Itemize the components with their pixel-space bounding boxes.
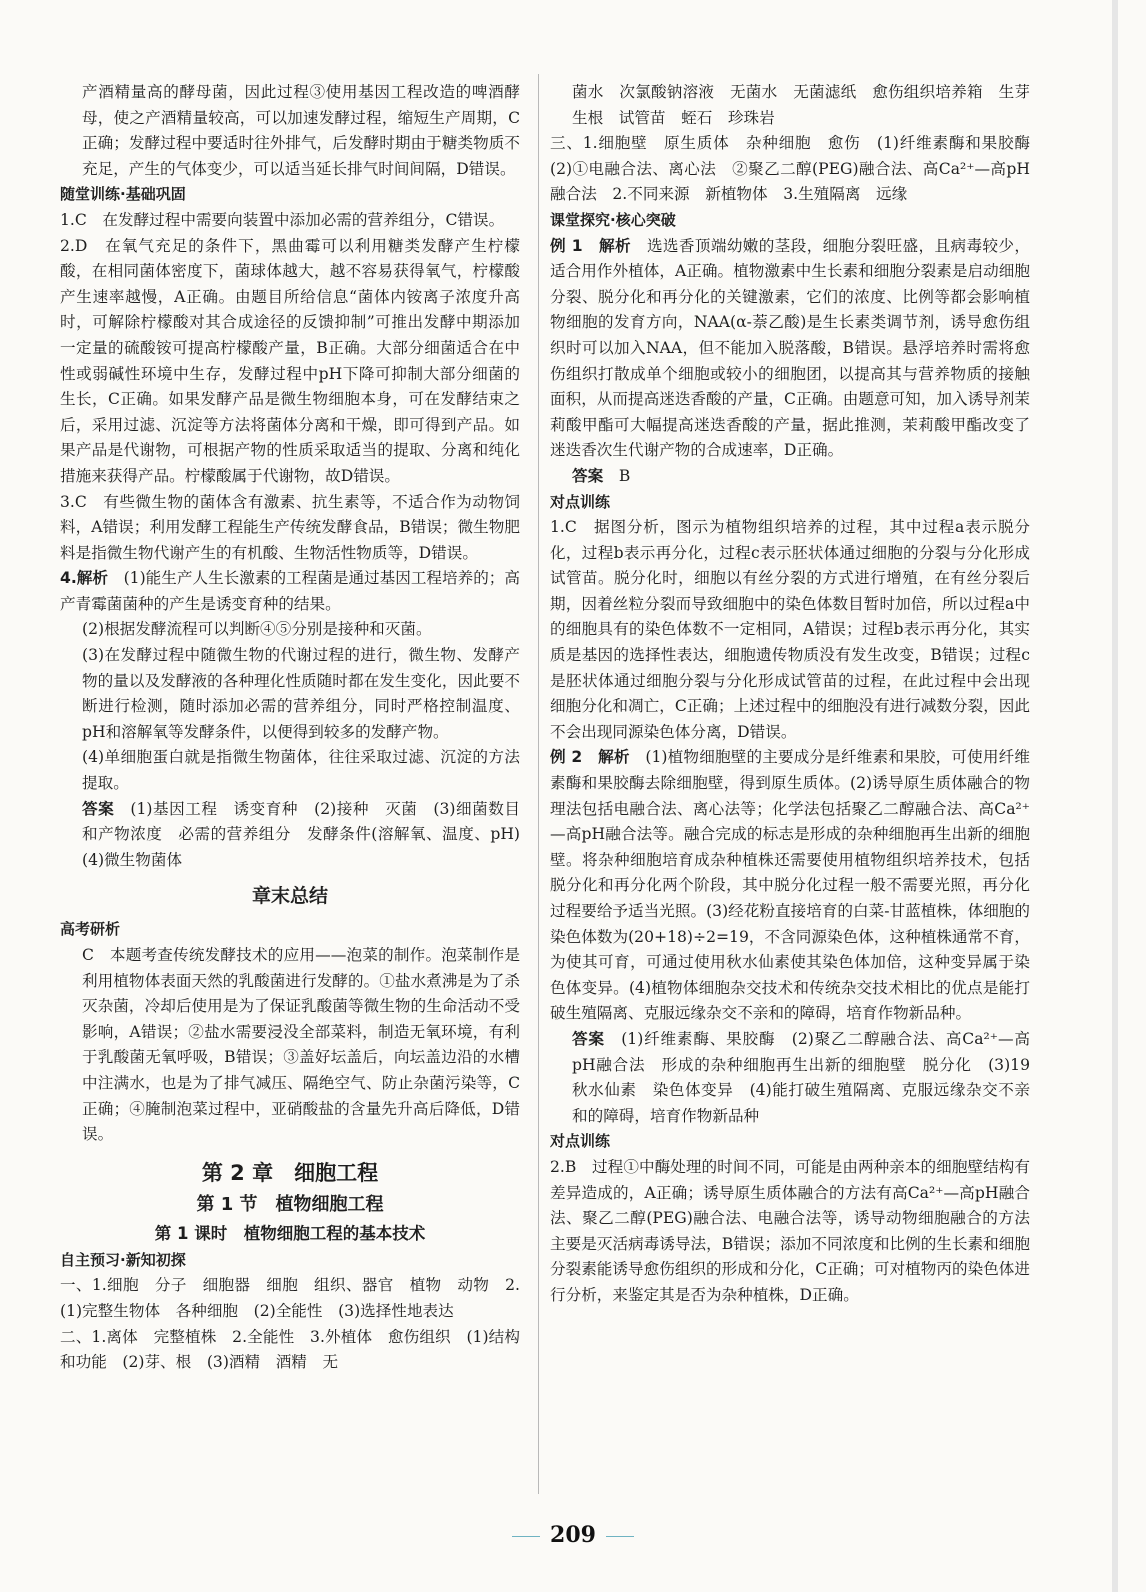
paragraph-continuation: 产酒精量高的酵母菌，因此过程③使用基因工程改造的啤酒酵母，使之产酒精量较高，可以加速发酵过程，缩短生产周期，C正确；发酵过程中要适时往外排气，后发酵时期由于糖类物质不充足，产生的气体变少，可以适当延长排气时间间隔，D错误。 xyxy=(82,83,520,178)
page-number: 209 xyxy=(550,1522,596,1548)
example-1-text: 选选香顶端幼嫩的茎段，细胞分裂旺盛，且病毒较少，适合用作外植体，A正确。植物激素中生长素和细胞分裂素是启动细胞分裂、脱分化和再分化的关键激素，它们的浓度、比例等都会影响植物细胞的发育方向，NAA(α-萘乙酸)是生长素类调节剂，诱导愈伤组织时可以加入NAA，但不能加入脱落酸，B错误。悬浮培养时需将愈伤组织打散成单个细胞或较小的细胞团，以提高其与营养物质的接触面积，从而提高迷迭香酸的产量，C正确。由题意可知，加入诱导剂茉莉酸甲酯可大幅提高迷迭香酸的产量，据此推测，茉莉酸甲酯改变了迷迭香次生代谢产物的合成速率，D正确。 xyxy=(550,236,1030,460)
answer-text: (1)基因工程 诱变育种 (2)接种 灭菌 (3)细菌数目和产物浓度 必需的营养组分 发酵条件(溶解氧、温度、pH) (4)微生物菌体 xyxy=(82,799,536,869)
column-divider xyxy=(538,74,539,1494)
example-2-answer xyxy=(550,1027,1046,1129)
example-2-text: (1)植物细胞壁的主要成分是纤维素和果胶，可使用纤维素酶和果胶酶去除细胞壁，得到原生质体。(2)诱导原生质体融合的物理法包括电融合法、离心法等；化学法包括聚乙二醇融合法、高Ca²⁺—高pH融合法等。融合完成的标志是形成的杂种细胞再生出新的细胞壁。将杂种细胞培育成杂种植株还需要使用植物组织培养技术，包括脱分化和再分化两个阶段，其中脱分化过程一般不需要光照，再分化过程要给予适当光照。(3)经花粉直接培育的白菜-甘蓝植株，体细胞的染色体数为(20+18)÷2=19，不含同源染色体，这种植株通常不育，为使其可育，可通过使用秋水仙素使其染色体加倍，这种变异属于染色体变异。(4)植物体细胞杂交技术和传统杂交技术相比的优点是能打破生殖隔离、克服远缘杂交不亲和的障碍，培育作物新品种。 xyxy=(550,748,1030,1023)
example-1-answer-label: 答案 xyxy=(572,466,604,485)
training-item-1: 1.C 据图分析，图示为植物组织培养的过程，其中过程a表示脱分化，过程b表示再分化，过程c表示胚状体通过细胞的分裂与分化形成试管苗。脱分化时，细胞以有丝分裂的方式进行增殖，在有丝分裂后期，因着丝粒分裂而导致细胞中的染色体数目暂时加倍，所以过程a中的细胞具有的染色体数不一定相同，A错误；过程b表示再分化，其实质是基因的选择性表达，细胞遗传物质没有发生改变，B错误；过程c是胚状体通过细胞分裂与分化形成试管苗的过程，在此过程中会出现细胞分化和凋亡，C正确；上述过程中的细胞没有进行减数分裂，因此不会出现同源染色体分离，D错误。 xyxy=(550,518,1030,741)
section-heading-training-1: 对点训练 xyxy=(550,492,611,511)
gaokao-text: C 本题考查传统发酵技术的应用——泡菜的制作。泡菜制作是利用植物体表面天然的乳酸菌进行发酵的。①盐水煮沸是为了杀灭杂菌，冷却后使用是为了保证乳酸菌等微生物的生命活动不受影响，A错误；②盐水需要浸没全部菜料，制造无氧环境，有利于乳酸菌无氧呼吸，B错误；③盖好坛盖后，向坛盖边沿的水槽中注满水，也是为了排气减压、隔绝空气、防止杂菌污染等，C正确；④腌制泡菜过程中，亚硝酸盐的含量先升高后降低，D错误。 xyxy=(82,946,520,1144)
lesson-title: 第 1 课时 植物细胞工程的基本技术 xyxy=(154,1223,426,1243)
example-1 xyxy=(550,234,1030,464)
analysis-label: 4.解析 xyxy=(60,569,108,588)
preview-part-2-continued: 菌水 次氯酸钠溶液 无菌水 无菌滤纸 愈伤组织培养箱 生芽 生根 试管苗 蛭石 珍珠岩 xyxy=(572,83,1046,127)
preview-part-2: 二、1.离体 完整植株 2.全能性 3.外植体 愈伤组织 (1)结构和功能 (2)芽、根 (3)酒精 酒精 无 xyxy=(60,1327,520,1372)
footer-dash-right xyxy=(606,1536,634,1537)
left-column xyxy=(60,80,536,1376)
example-2 xyxy=(550,745,1030,1027)
right-column xyxy=(550,80,1046,1309)
example-1-answer xyxy=(550,464,1030,490)
analysis-text-c: (3)在发酵过程中随微生物的代谢过程的进行，微生物、发酵产物的量以及发酵液的各种理化性质随时都在发生变化，因此要不断进行检测，随时添加必需的营养组分，同时严格控制温度、pH和溶解氧等发酵条件，以便得到较多的发酵产物。 xyxy=(82,646,520,741)
page-number-footer xyxy=(0,1522,1146,1548)
section-heading-preview: 自主预习·新知初探 xyxy=(60,1250,186,1269)
analysis-text-a: (1)能生产人生长激素的工程菌是通过基因工程培养的；高产青霉菌菌种的产生是诱变育种的结果。 xyxy=(60,569,520,613)
example-2-label: 例 2 解析 xyxy=(550,748,630,767)
answer-item-1: 1.C 在发酵过程中需要向装置中添加必需的营养组分，C错误。 xyxy=(60,210,505,229)
analysis-text-b: (2)根据发酵流程可以判断④⑤分别是接种和灭菌。 xyxy=(82,620,432,639)
example-1-answer-text: B xyxy=(618,466,631,485)
example-2-answer-text: (1)纤维素酶、果胶酶 (2)聚乙二醇融合法、高Ca²⁺—高pH融合法 形成的杂种细胞再生出新的细胞壁 脱分化 (3)19 秋水仙素 染色体变异 (4)能打破生殖隔离、克服远缘杂交不亲和的障碍，培育作物新品种 xyxy=(572,1029,1046,1125)
answer-item-2: 2.D 在氧气充足的条件下，黑曲霉可以利用糖类发酵产生柠檬酸，在相同菌体密度下，菌球体越大，越不容易获得氧气，柠檬酸产生速率越慢，A正确。由题目所给信息“菌体内铵离子浓度升高时，可解除柠檬酸对其合成途径的反馈抑制”可推出发酵中期添加一定量的硫酸铵可提高柠檬酸产量，B正确。大部分细菌适合在中性或弱碱性环境中生存，发酵过程中pH下降可抑制大部分细菌的生长，C正确。如果发酵产品是微生物细胞本身，可在发酵结束之后，采用过滤、沉淀等方法将菌体分离和干燥，即可得到产品。如果产品是代谢物，可根据产物的性质采取适当的提取、分离和纯化措施来获得产品。柠檬酸属于代谢物，故D错误。 xyxy=(60,236,520,485)
training-item-2: 2.B 过程①中酶处理的时间不同，可能是由两种亲本的细胞壁结构有差异造成的，A正确；诱导原生质体融合的方法有高Ca²⁺—高pH融合法、聚乙二醇(PEG)融合法、电融合法等，诱导动物细胞融合的方法主要是灭活病毒诱导法，B错误；添加不同浓度和比例的生长素和细胞分裂素能诱导愈伤组织的形成和分化，C正确；可对植物丙的染色体进行分析，来鉴定其是否为杂种植株，D正确。 xyxy=(550,1157,1030,1304)
example-2-answer-label: 答案 xyxy=(572,1029,605,1048)
example-1-label: 例 1 解析 xyxy=(550,236,631,255)
section-heading-practice: 随堂训练·基础巩固 xyxy=(60,185,186,204)
section-heading-class: 课堂探究·核心突破 xyxy=(550,210,676,229)
analysis-text-d: (4)单细胞蛋白就是指微生物菌体，往往采取过滤、沉淀的方法提取。 xyxy=(82,748,520,793)
chapter-summary-heading: 章末总结 xyxy=(251,885,328,908)
chapter-title: 第 2 章 细胞工程 xyxy=(201,1160,379,1185)
section-heading-training-2: 对点训练 xyxy=(550,1132,611,1151)
section-title: 第 1 节 植物细胞工程 xyxy=(196,1193,384,1215)
section-heading-gaokao: 高考研析 xyxy=(60,920,121,939)
answer-item-4 xyxy=(60,566,520,617)
answer-label: 答案 xyxy=(82,799,115,818)
preview-part-1: 一、1.细胞 分子 细胞器 细胞 组织、器官 植物 动物 2.(1)完整生物体 各种细胞 (2)全能性 (3)选择性地表达 xyxy=(60,1276,520,1320)
right-edge-bar xyxy=(1112,0,1118,1592)
answer-item-3: 3.C 有些微生物的菌体含有激素、抗生素等，不适合作为动物饲料，A错误；利用发酵工程能生产传统发酵食品，B错误；微生物肥料是指微生物代谢产生的有机酸、生物活性物质等，D错误。 xyxy=(60,492,520,562)
answer-block xyxy=(60,797,536,874)
footer-dash-left xyxy=(512,1536,540,1537)
preview-part-3: 三、1.细胞壁 原生质体 杂种细胞 愈伤 (1)纤维素酶和果胶酶 (2)①电融合法、离心法 ②聚乙二醇(PEG)融合法、高Ca²⁺—高pH融合法 2.不同来源 新植物体 3.生殖隔离 远缘 xyxy=(550,134,1046,204)
